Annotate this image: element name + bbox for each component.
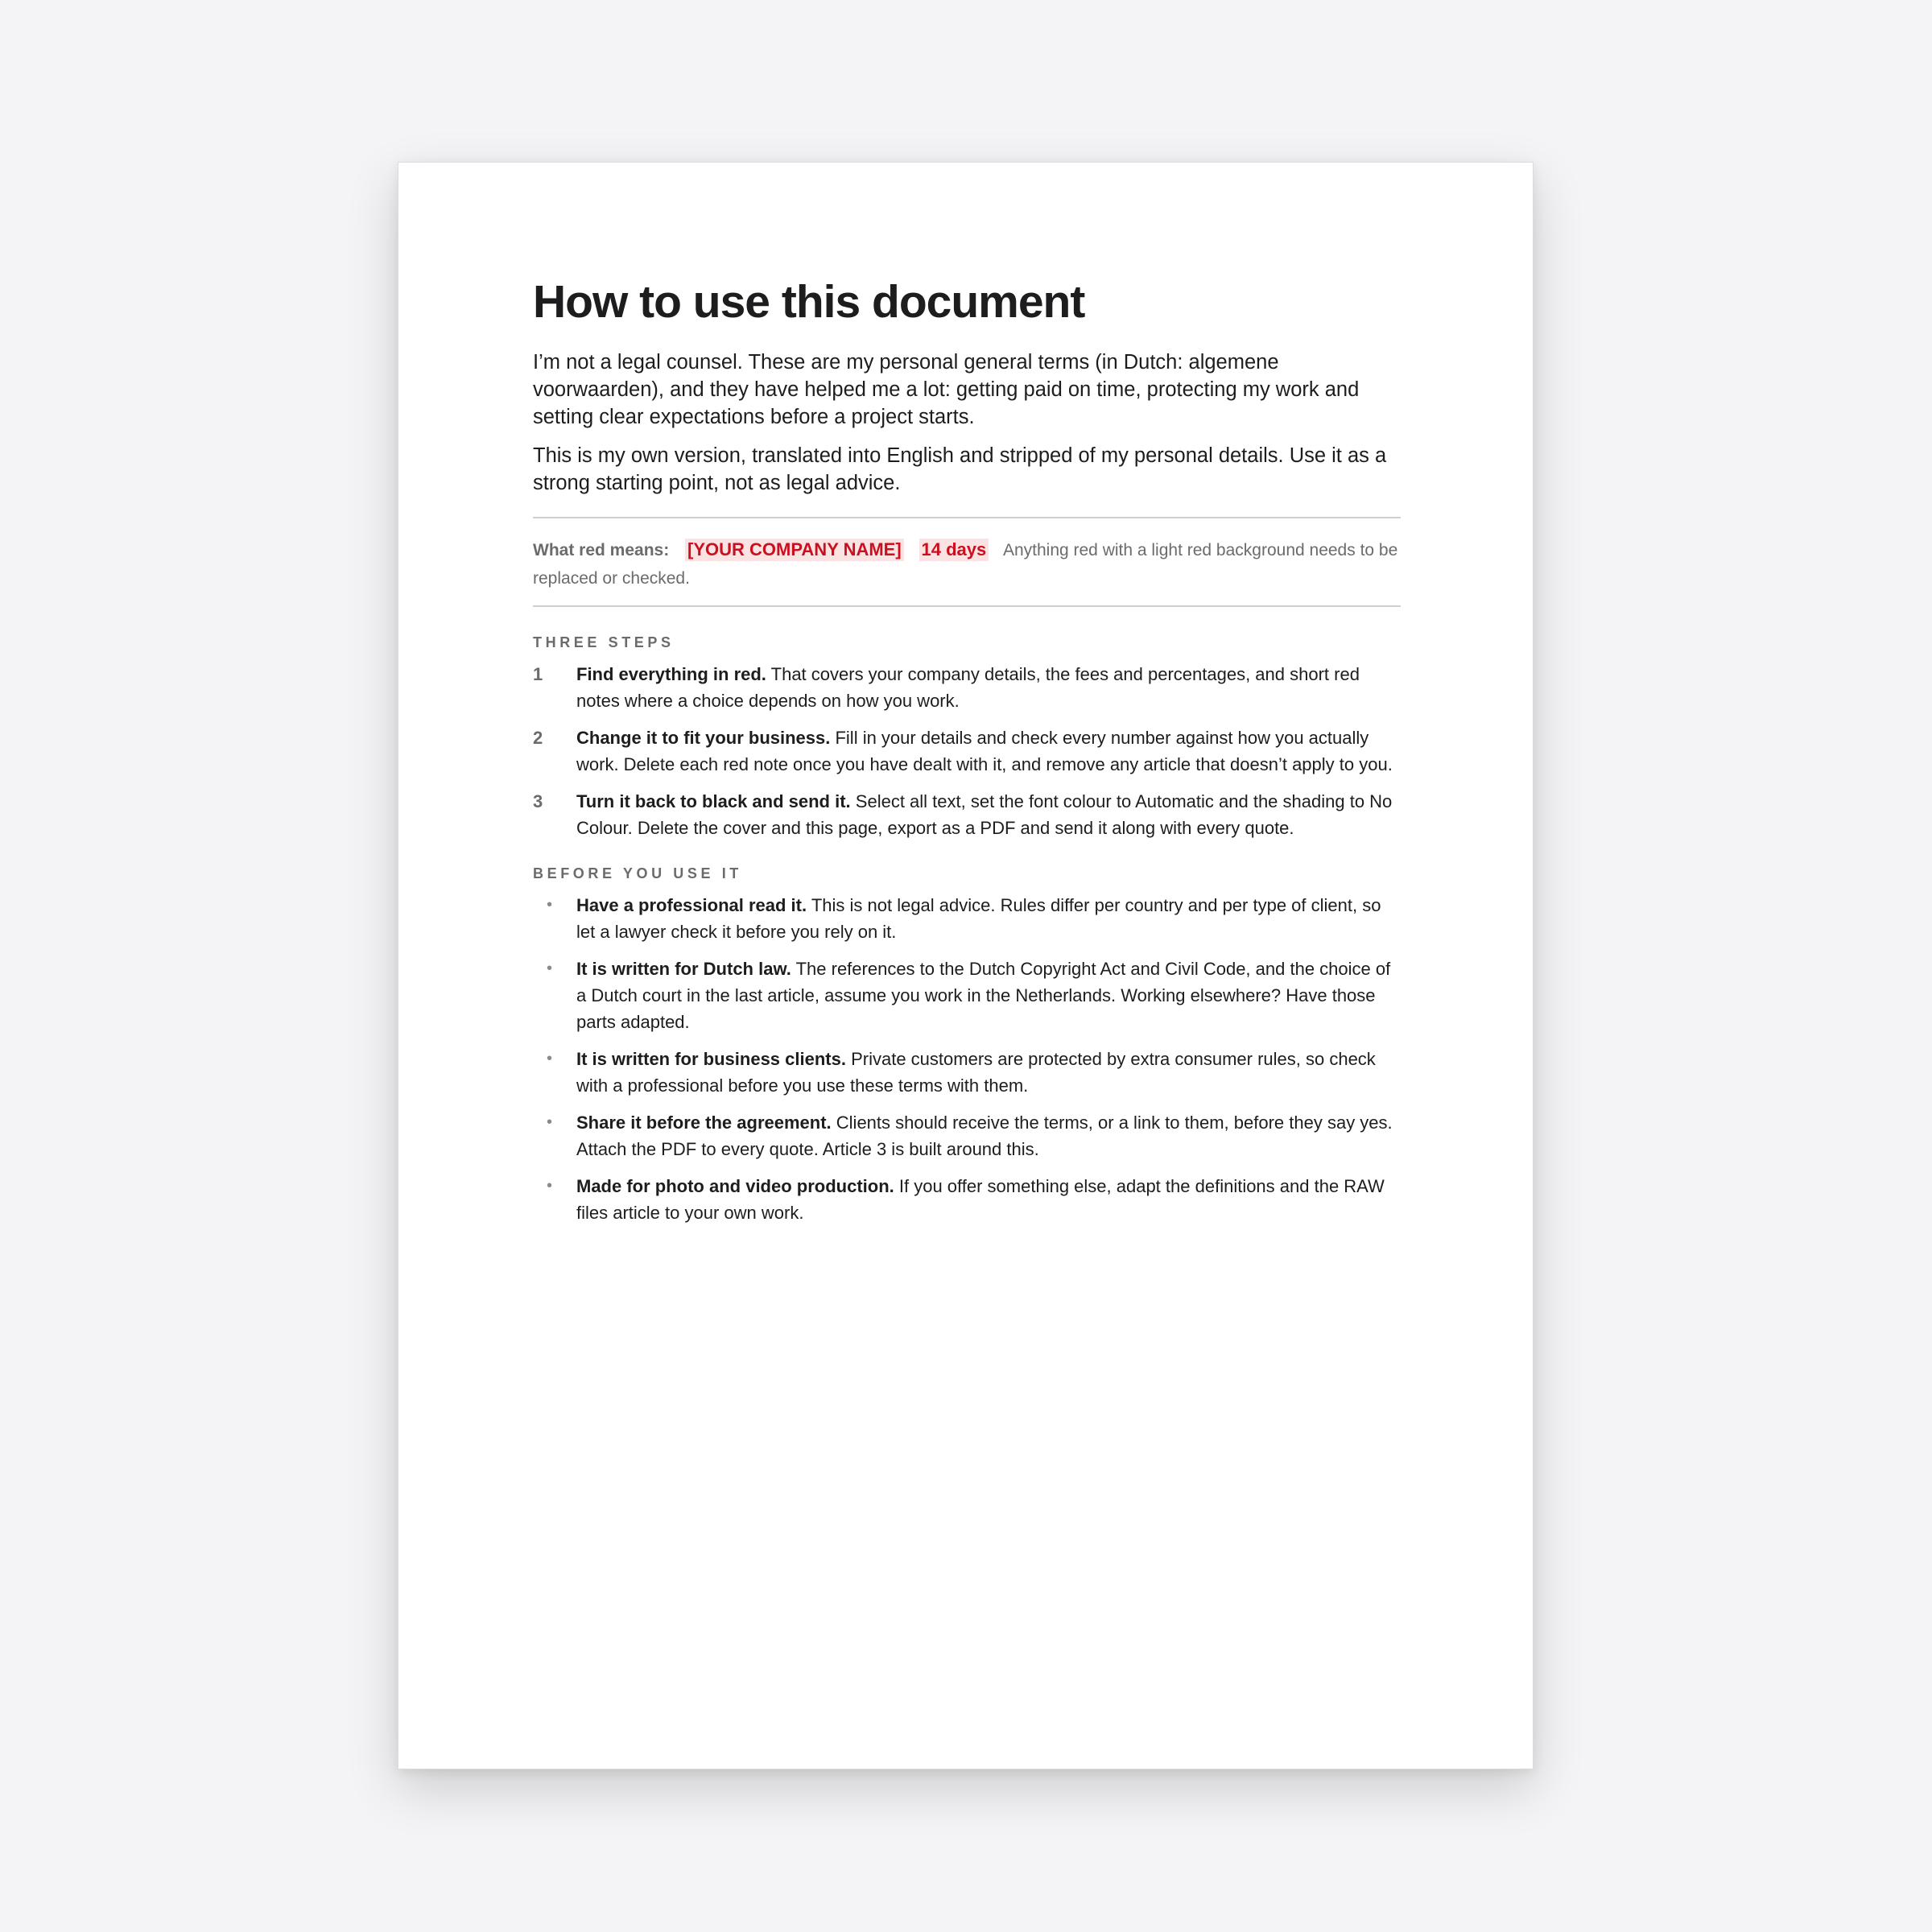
- page-title: How to use this document: [533, 276, 1085, 328]
- bullet-dot: •: [547, 959, 553, 977]
- bullet-item: [533, 956, 1401, 1035]
- step-title: Change it to fit your business.: [576, 727, 831, 748]
- before-heading: BEFORE YOU USE IT: [533, 865, 742, 881]
- step-text-block: [576, 724, 1401, 778]
- bullet-description: Clients should receive the terms, or a link to them, before they say yes. Attach the PDF to every quote. Article 3 is built around this.: [576, 1112, 1393, 1159]
- step-description: That covers your company details, the fees and percentages, and short red notes where a choice depends on how you work.: [576, 663, 1360, 711]
- step-item: [533, 724, 1401, 778]
- step-description: Select all text, set the font colour to Automatic and the shading to No Colour. Delete the cover and this page, export as a PDF and send it along with every quote.: [576, 791, 1393, 838]
- step-number: 2: [533, 727, 543, 748]
- bullet-text-block: [576, 1173, 1401, 1226]
- intro-paragraph-1: I’m not a legal counsel. These are my personal general terms (in Dutch: algemene voorwaarden), and they have helped me a lot: getting paid on time, protecting my work and setting clear expectations before a project starts.: [533, 350, 1360, 428]
- step-title: Find everything in red.: [576, 663, 766, 684]
- legend-example-days: 14 days: [919, 539, 989, 561]
- bullet-item: [533, 1109, 1401, 1162]
- bullet-dot: •: [547, 895, 553, 914]
- bullet-title: It is written for Dutch law.: [576, 958, 791, 979]
- bullet-item: [533, 892, 1401, 945]
- steps-heading: THREE STEPS: [533, 634, 675, 650]
- bullet-text-block: [576, 956, 1401, 1035]
- bullet-description: If you offer something else, adapt the definitions and the RAW files article to your own work.: [576, 1175, 1385, 1223]
- step-description: Fill in your details and check every number against how you actually work. Delete each red note once you have dealt with it, and remove any article that doesn’t apply to you.: [576, 727, 1393, 774]
- bullet-dot: •: [547, 1049, 553, 1067]
- bullet-text-block: [576, 892, 1401, 945]
- document-page: [398, 162, 1534, 1769]
- step-text-block: [576, 788, 1401, 841]
- step-item: [533, 661, 1401, 714]
- step-title: Turn it back to black and send it.: [576, 791, 851, 811]
- bullet-description: Private customers are protected by extra consumer rules, so check with a professional before you use these terms with them.: [576, 1048, 1376, 1096]
- bullet-text-block: [576, 1109, 1401, 1162]
- red-legend: [533, 517, 1401, 607]
- bullet-description: This is not legal advice. Rules differ per country and per type of client, so let a lawyer check it before you rely on it.: [576, 894, 1381, 942]
- bullet-title: Have a professional read it.: [576, 894, 807, 915]
- page-content: [533, 277, 1401, 1236]
- bullet-dot: •: [547, 1176, 553, 1195]
- bullet-text-block: [576, 1046, 1401, 1099]
- step-text-block: [576, 661, 1401, 714]
- bullet-description: The references to the Dutch Copyright Act and Civil Code, and the choice of a Dutch court in the last article, assume you work in the Netherlands. Working elsewhere? Have those parts adapted.: [576, 958, 1391, 1032]
- legend-example-company-name: [YOUR COMPANY NAME]: [685, 539, 904, 561]
- bullet-item: [533, 1173, 1401, 1226]
- bullet-title: Share it before the agreement.: [576, 1112, 832, 1133]
- legend-label: What red means:: [533, 540, 670, 559]
- bullet-title: It is written for business clients.: [576, 1048, 846, 1069]
- intro-paragraph-2: This is my own version, translated into English and stripped of my personal details. Use it as a strong starting point, not as legal advice.: [533, 444, 1387, 494]
- bullet-title: Made for photo and video production.: [576, 1175, 894, 1196]
- legend-description: Anything red with a light red background needs to be replaced or checked.: [533, 540, 1398, 588]
- bullet-dot: •: [547, 1113, 553, 1131]
- step-number: 3: [533, 791, 543, 811]
- step-number: 1: [533, 663, 543, 684]
- bullet-item: [533, 1046, 1401, 1099]
- step-item: [533, 788, 1401, 841]
